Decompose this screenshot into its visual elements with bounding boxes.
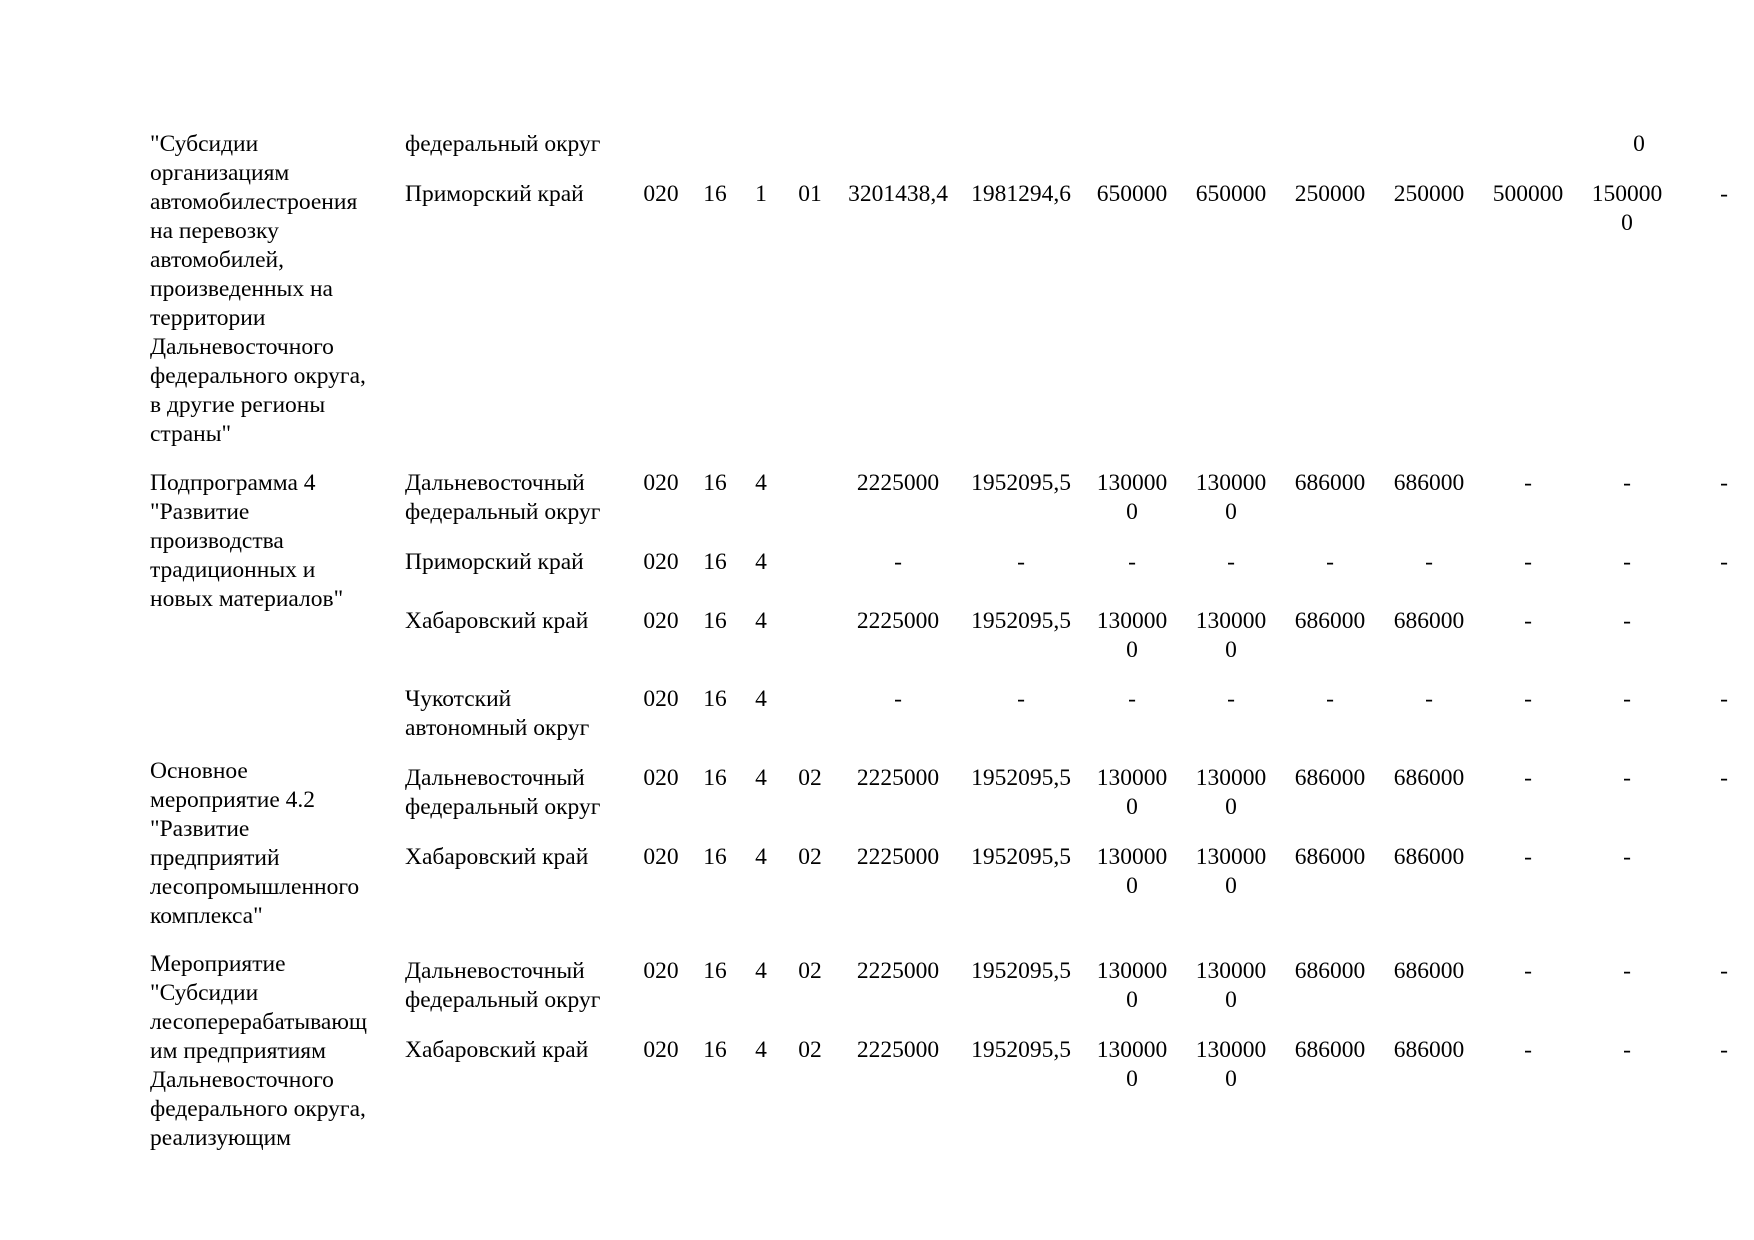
b2-row3-region: Хабаровский край [405,608,589,634]
b2-row2-region: Приморский край [405,549,584,575]
b2-row1-c2: 16 [703,470,727,496]
b3-row2-v4: 130000 0 [1195,844,1267,899]
b3-row2-v6: 686000 [1393,844,1465,870]
b2-row1-region: Дальневосточный федеральный округ [405,470,601,525]
continuation-region: федеральный округ [405,131,601,157]
b2-row4-c3: 4 [755,686,767,712]
b3-row2-c3: 4 [755,844,767,870]
b1-row1-v8: 150000 0 [1591,181,1663,236]
b4-row1-region: Дальневосточный федеральный округ [405,958,601,1013]
b2-row1-v7: - [1524,470,1532,496]
b3-row1-v3: 130000 0 [1096,765,1168,820]
b2-row3-v2: 1952095,5 [971,608,1071,634]
b2-row3-v6: 686000 [1393,608,1465,634]
b3-row2-region: Хабаровский край [405,844,589,870]
b3-row1-v6: 686000 [1393,765,1465,791]
b2-row4-v3: - [1128,686,1136,712]
b4-row2-c4: 02 [798,1037,822,1063]
b2-row1-v2: 1952095,5 [971,470,1071,496]
b2-row4-v5: - [1326,686,1334,712]
b3-row2-v8: - [1623,844,1631,870]
b2-row4-v9: - [1720,686,1728,712]
b4-row1-v4: 130000 0 [1195,958,1267,1013]
b2-row4-v7: - [1524,686,1532,712]
block2-name: Подпрограмма 4 "Развитие производства традиционных и новых материалов" [150,470,344,612]
block3-name: Основное мероприятие 4.2 "Развитие предприятий лесопромышленного комплекса" [150,758,360,929]
b4-row2-v7: - [1524,1037,1532,1063]
b4-row1-c2: 16 [703,958,727,984]
b3-row1-v9: - [1720,765,1728,791]
b4-row1-v5: 686000 [1294,958,1366,984]
b4-row2-c2: 16 [703,1037,727,1063]
b3-row2-v3: 130000 0 [1096,844,1168,899]
b4-row1-v3: 130000 0 [1096,958,1168,1013]
b1-row1-v9: - [1720,181,1728,207]
b2-row4-v8: - [1623,686,1631,712]
b3-row2-v1: 2225000 [856,844,940,870]
b2-row4-c2: 16 [703,686,727,712]
b3-row1-v4: 130000 0 [1195,765,1267,820]
b2-row1-v3: 130000 0 [1096,470,1168,525]
b3-row2-v5: 686000 [1294,844,1366,870]
b2-row4-v6: - [1425,686,1433,712]
b2-row2-v5: - [1326,549,1334,575]
b4-row2-v5: 686000 [1294,1037,1366,1063]
b3-row1-region: Дальневосточный федеральный округ [405,765,601,820]
b3-row2-c4: 02 [798,844,822,870]
b2-row2-v7: - [1524,549,1532,575]
b1-row1-v7: 500000 [1492,181,1564,207]
b4-row1-v6: 686000 [1393,958,1465,984]
b4-row2-v8: - [1623,1037,1631,1063]
b3-row1-v5: 686000 [1294,765,1366,791]
b1-row1-region: Приморский край [405,181,584,207]
b1-row1-v1: 3201438,4 [848,181,948,207]
b4-row2-c1: 020 [643,1037,679,1063]
b2-row3-v5: 686000 [1294,608,1366,634]
b4-row2-v9: - [1720,1037,1728,1063]
b2-row2-v2: - [1017,549,1025,575]
b2-row3-v4: 130000 0 [1195,608,1267,663]
b2-row1-v6: 686000 [1393,470,1465,496]
b2-row3-v7: - [1524,608,1532,634]
b2-row1-v5: 686000 [1294,470,1366,496]
b4-row1-v8: - [1623,958,1631,984]
b2-row3-v1: 2225000 [856,608,940,634]
b2-row2-v3: - [1128,549,1136,575]
b1-row1-c4: 01 [798,181,822,207]
b2-row3-c2: 16 [703,608,727,634]
b4-row2-v2: 1952095,5 [971,1037,1071,1063]
block4-name: Мероприятие "Субсидии лесоперерабатывающ им предприятиям Дальневосточного федерального округа, реализующим [150,951,367,1151]
b1-row1-v3: 650000 [1096,181,1168,207]
b2-row1-c3: 4 [755,470,767,496]
b4-row2-v3: 130000 0 [1096,1037,1168,1092]
b2-row1-v1: 2225000 [856,470,940,496]
b2-row1-c1: 020 [643,470,679,496]
block1-name: "Субсидии организациям автомобилестроения на перевозку автомобилей, произведенных на территории Дальневосточного федерального округа, в другие регионы страны" [150,131,366,447]
b1-row1-v2: 1981294,6 [971,181,1071,207]
b2-row3-v3: 130000 0 [1096,608,1168,663]
b3-row1-c2: 16 [703,765,727,791]
b4-row2-v4: 130000 0 [1195,1037,1267,1092]
b1-row1-v5: 250000 [1294,181,1366,207]
b2-row2-c1: 020 [643,549,679,575]
b4-row2-v1: 2225000 [856,1037,940,1063]
b2-row4-v2: - [1017,686,1025,712]
b2-row4-v1: - [894,686,902,712]
continuation-last-value: 0 [1633,131,1645,157]
b4-row1-v2: 1952095,5 [971,958,1071,984]
b3-row1-v8: - [1623,765,1631,791]
b3-row1-c4: 02 [798,765,822,791]
b2-row2-v6: - [1425,549,1433,575]
b2-row3-v8: - [1623,608,1631,634]
b4-row2-v6: 686000 [1393,1037,1465,1063]
b4-row1-c4: 02 [798,958,822,984]
b4-row1-v7: - [1524,958,1532,984]
b3-row2-c1: 020 [643,844,679,870]
b4-row2-region: Хабаровский край [405,1037,589,1063]
b1-row1-c3: 1 [755,181,767,207]
b2-row1-v4: 130000 0 [1195,470,1267,525]
b2-row2-c2: 16 [703,549,727,575]
b1-row1-c2: 16 [703,181,727,207]
b1-row1-v6: 250000 [1393,181,1465,207]
b2-row3-c1: 020 [643,608,679,634]
b3-row2-v2: 1952095,5 [971,844,1071,870]
b3-row1-c3: 4 [755,765,767,791]
b2-row2-c3: 4 [755,549,767,575]
b2-row1-v8: - [1623,470,1631,496]
b2-row2-v4: - [1227,549,1235,575]
b4-row2-c3: 4 [755,1037,767,1063]
b3-row1-c1: 020 [643,765,679,791]
b2-row1-v9: - [1720,470,1728,496]
b2-row2-v1: - [894,549,902,575]
b2-row2-v9: - [1720,549,1728,575]
b3-row1-v1: 2225000 [856,765,940,791]
b2-row4-region: Чукотский автономный округ [405,686,590,741]
b1-row1-c1: 020 [643,181,679,207]
b4-row1-v9: - [1720,958,1728,984]
b4-row1-v1: 2225000 [856,958,940,984]
b2-row4-c1: 020 [643,686,679,712]
b1-row1-v4: 650000 [1195,181,1267,207]
b3-row1-v7: - [1524,765,1532,791]
b2-row3-c3: 4 [755,608,767,634]
b2-row4-v4: - [1227,686,1235,712]
b2-row2-v8: - [1623,549,1631,575]
b3-row2-c2: 16 [703,844,727,870]
b4-row1-c3: 4 [755,958,767,984]
b4-row1-c1: 020 [643,958,679,984]
b3-row1-v2: 1952095,5 [971,765,1071,791]
b3-row2-v7: - [1524,844,1532,870]
